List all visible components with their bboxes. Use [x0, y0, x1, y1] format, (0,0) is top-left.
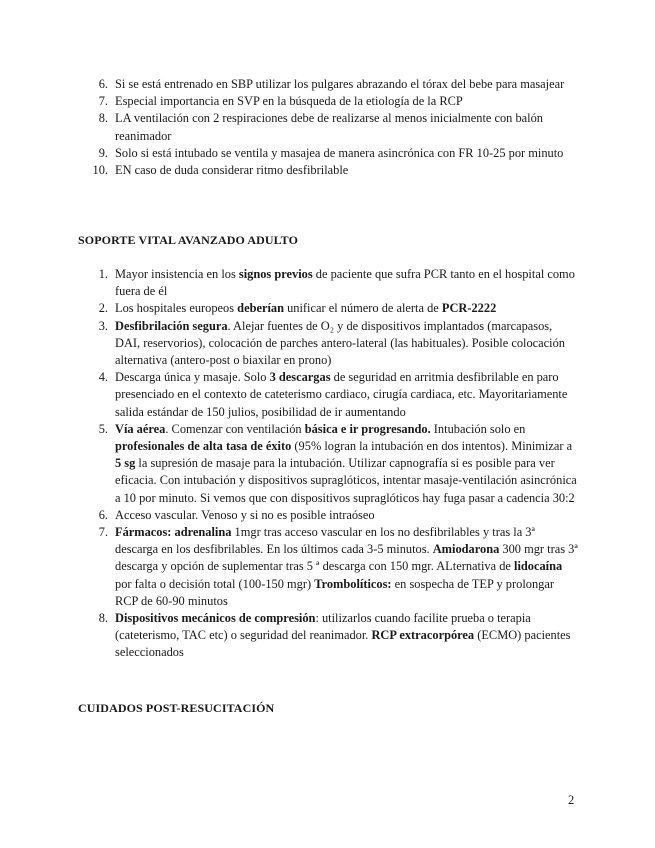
emphasis-text: Desfibrilación segura	[115, 318, 228, 333]
list-item	[80, 524, 580, 610]
list-item-text: : utilizarlos cuando facilite prueba o terapia (cateterismo, TAC etc) o seguridad del reanimador.	[115, 611, 531, 643]
list-item	[80, 93, 580, 110]
list-item-text: de seguridad en arritmia desfibrilable en paro presenciado en el contexto de cateterismo cardiaco, cirugía cardiaca, etc. Mayoritariamente salida estándar de 150 julios, posibilidad de ir aumentando	[115, 370, 568, 419]
emphasis-text: lidocaína	[514, 559, 563, 574]
list-item-number: 6.	[98, 507, 108, 522]
list-item	[80, 610, 580, 662]
list-item-number: 8.	[98, 611, 108, 626]
numbered-list-neonatal	[80, 76, 580, 179]
emphasis-text: Dispositivos mecánicos de compresión	[115, 611, 316, 626]
list-item-text: Mayor insistencia en los	[115, 267, 239, 281]
emphasis-text: básica e ir progresando.	[304, 421, 431, 436]
list-item-number: 6.	[98, 77, 108, 91]
list-item-number: 9.	[98, 145, 108, 160]
list-item	[80, 421, 580, 507]
list-item-text: Si se está entrenado en SBP utilizar los pulgares abrazando el tórax del bebe para masajear	[115, 77, 565, 91]
list-item-text: Acceso vascular. Venoso y si no es posible intraóseo	[115, 507, 375, 522]
emphasis-text: PCR-2222	[441, 301, 497, 316]
numbered-list-adult-als	[80, 266, 580, 662]
list-item-number: 8.	[98, 111, 108, 126]
list-item-text: 300 mgr tras 3ª descarga y opción de suplementar tras 5 ª descarga con 150 mgr. ALternativa de	[115, 542, 578, 574]
emphasis-text: 5 sg	[115, 456, 136, 471]
emphasis-text: Fármacos: adrenalina	[115, 525, 232, 540]
list-item-text: (ECMO) pacientes seleccionados	[115, 628, 571, 660]
list-item-text: de paciente que sufra PCR tanto en el hospital como fuera de él	[115, 267, 575, 299]
list-item	[80, 369, 580, 421]
emphasis-text: Amiodarona	[432, 542, 500, 557]
list-item	[80, 300, 580, 317]
list-item-text: (95% logran la intubación en dos intentos). Minimizar a	[291, 439, 573, 454]
list-item-text: . Alejar fuentes de O₂ y de dispositivos implantados (marcapasos, DAI, reservorios), colocación de parches antero-lateral (las habituales). Posible colocación alternativa (antero-post o biaxilar en prono)	[115, 318, 566, 368]
list-item	[80, 162, 580, 179]
list-item-text: Intubación solo en	[430, 421, 526, 436]
emphasis-text: 3 descargas	[269, 370, 331, 385]
list-item-text: Los hospitales europeos	[115, 301, 238, 316]
page-number: 2	[568, 793, 575, 807]
emphasis-text: signos previos	[238, 267, 313, 281]
emphasis-text: profesionales de alta tasa de éxito	[115, 439, 292, 454]
list-item-number: 5.	[98, 421, 108, 436]
list-item-text: EN caso de duda considerar ritmo desfibrilable	[115, 163, 349, 178]
emphasis-text: RCP extracorpórea	[371, 628, 475, 643]
list-item	[80, 318, 580, 370]
emphasis-text: Trombolíticos:	[314, 576, 392, 591]
list-item-text: . Comenzar con ventilación	[165, 421, 305, 436]
list-item-text: por falta o decisión total (100-150 mgr)	[115, 576, 315, 591]
list-item	[80, 145, 580, 162]
list-item-text: Especial importancia en SVP en la búsqueda de la etiología de la RCP	[115, 94, 463, 109]
list-item-text: LA ventilación con 2 respiraciones debe de realizarse al menos inicialmente con balón reanimador	[115, 111, 543, 143]
emphasis-text: Vía aérea	[115, 421, 166, 436]
list-item-number: 10.	[92, 163, 108, 178]
list-item	[80, 110, 580, 144]
list-item-text: la supresión de masaje para la intubación. Utilizar capnografía si es posible para ver eficacia. Con intubación y dispositivos supraglóticos, intentar masaje-ventilación asincrónica a 10 por minuto. Si vemos que con dispositivos supraglóticos hay fuga pasar a cadencia 30:2	[115, 456, 577, 505]
list-item-number: 7.	[98, 94, 108, 109]
emphasis-text: deberían	[237, 301, 284, 316]
section-heading-adult-als: SOPORTE VITAL AVANZADO ADULTO	[78, 233, 299, 247]
section-heading-post-resuscitation: CUIDADOS POST-RESUCITACIÓN	[78, 701, 275, 715]
list-item-text: en sospecha de TEP y prolongar RCP de 60-90 minutos	[115, 576, 554, 608]
list-item-text: unificar el número de alerta de	[283, 301, 442, 316]
list-item	[80, 76, 580, 93]
list-item-text: 1mgr tras acceso vascular en los no desfibrilables y tras la 3ª descarga en los desfibrilables. En los últimos cada 3-5 minutos.	[115, 525, 535, 557]
list-item-text: Descarga única y masaje. Solo	[115, 370, 270, 385]
list-item	[80, 507, 580, 524]
list-item-number: 3.	[98, 318, 108, 333]
list-item	[80, 266, 580, 300]
list-item-number: 4.	[98, 370, 108, 385]
list-item-number: 7.	[98, 525, 108, 540]
list-item-number: 1.	[98, 267, 108, 281]
list-item-number: 2.	[98, 301, 108, 316]
list-item-text: Solo si está intubado se ventila y masajea de manera asincrónica con FR 10-25 por minuto	[115, 145, 564, 160]
